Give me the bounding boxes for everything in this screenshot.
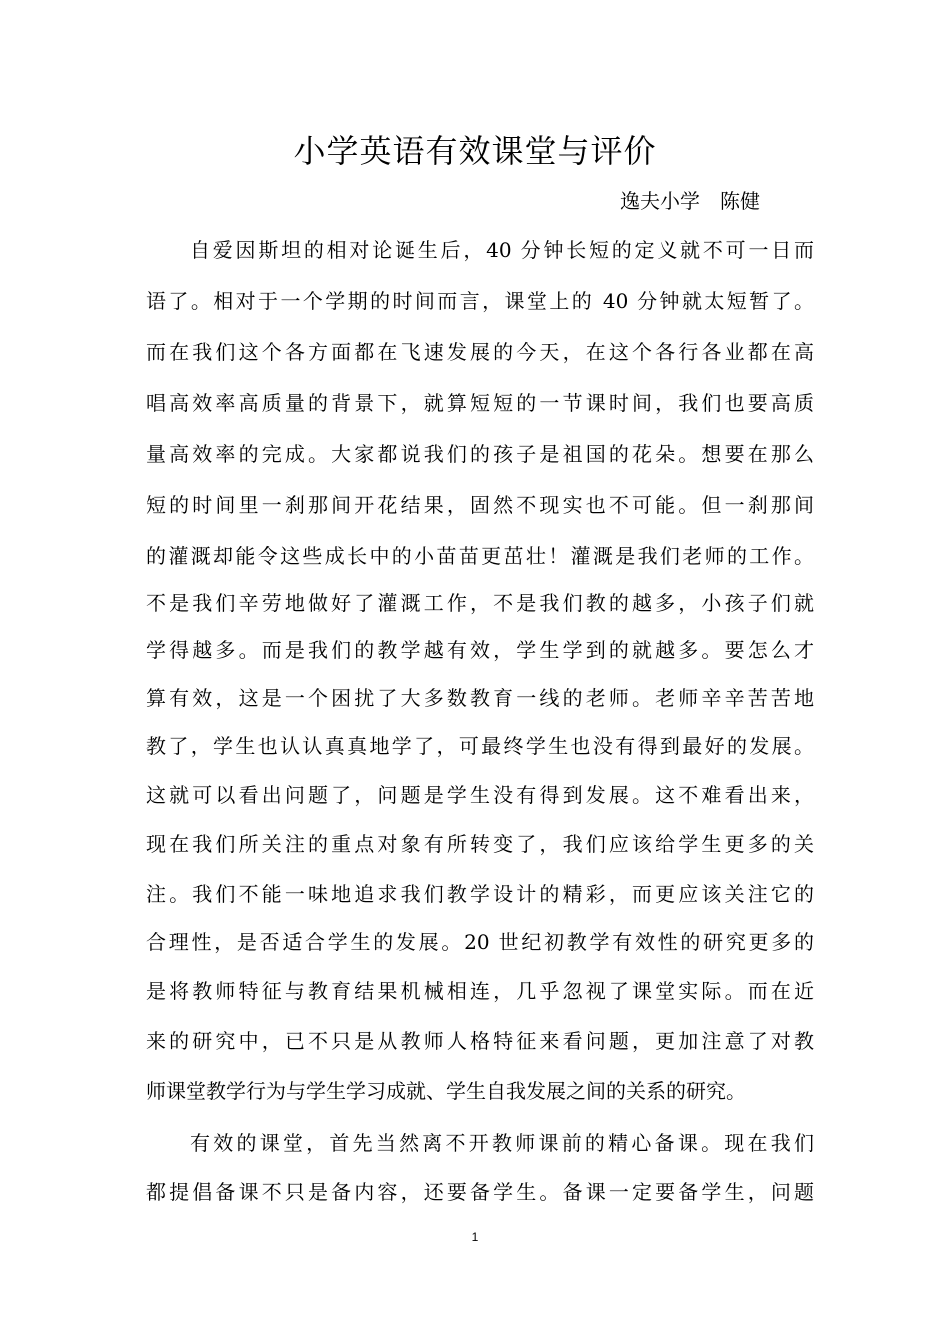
text-line: 自爱因斯坦的相对论诞生后，40 分钟长短的定义就不可一日而 [190,238,814,262]
text-line: 量高效率的完成。大家都说我们的孩子是祖国的花朵。想要在那么 [146,442,814,466]
text-line: 来的研究中，已不只是从教师人格特征来看问题，更加注意了对教 [146,1029,814,1053]
document-title: 小学英语有效课堂与评价 [293,132,657,170]
text-line: 不是我们辛劳地做好了灌溉工作，不是我们教的越多，小孩子们就 [146,591,814,615]
text-line: 都提倡备课不只是备内容，还要备学生。备课一定要备学生，问题 [146,1180,814,1204]
text-line: 现在我们所关注的重点对象有所转变了，我们应该给学生更多的关 [146,832,814,856]
text-line: 注。我们不能一味地追求我们教学设计的精彩，而更应该关注它的 [146,882,814,906]
text-line: 的灌溉却能令这些成长中的小苗苗更茁壮！灌溉是我们老师的工作。 [146,544,814,568]
text-line: 师课堂教学行为与学生学习成就、学生自我发展之间的关系的研究。 [146,1079,746,1103]
text-line: 教了，学生也认认真真地学了，可最终学生也没有得到最好的发展。 [146,734,814,758]
text-line: 而在我们这个各方面都在飞速发展的今天，在这个各行各业都在高 [146,340,814,364]
text-line: 短的时间里一刹那间开花结果，固然不现实也不可能。但一刹那间 [146,493,814,517]
text-line: 唱高效率高质量的背景下，就算短短的一节课时间，我们也要高质 [146,391,814,415]
text-line: 语了。相对于一个学期的时间而言，课堂上的 40 分钟就太短暂了。 [146,289,814,313]
text-line: 有效的课堂，首先当然离不开教师课前的精心备课。现在我们 [190,1131,814,1155]
page-number: 1 [471,1230,479,1244]
author-line: 逸夫小学 陈健 [620,189,760,213]
text-line: 算有效，这是一个困扰了大多数教育一线的老师。老师辛辛苦苦地 [146,686,814,710]
text-line: 这就可以看出问题了，问题是学生没有得到发展。这不难看出来， [146,783,814,807]
text-line: 学得越多。而是我们的教学越有效，学生学到的就越多。要怎么才 [146,638,814,662]
text-line: 是将教师特征与教育结果机械相连，几乎忽视了课堂实际。而在近 [146,979,814,1003]
text-line: 合理性，是否适合学生的发展。20 世纪初教学有效性的研究更多的 [146,930,814,954]
